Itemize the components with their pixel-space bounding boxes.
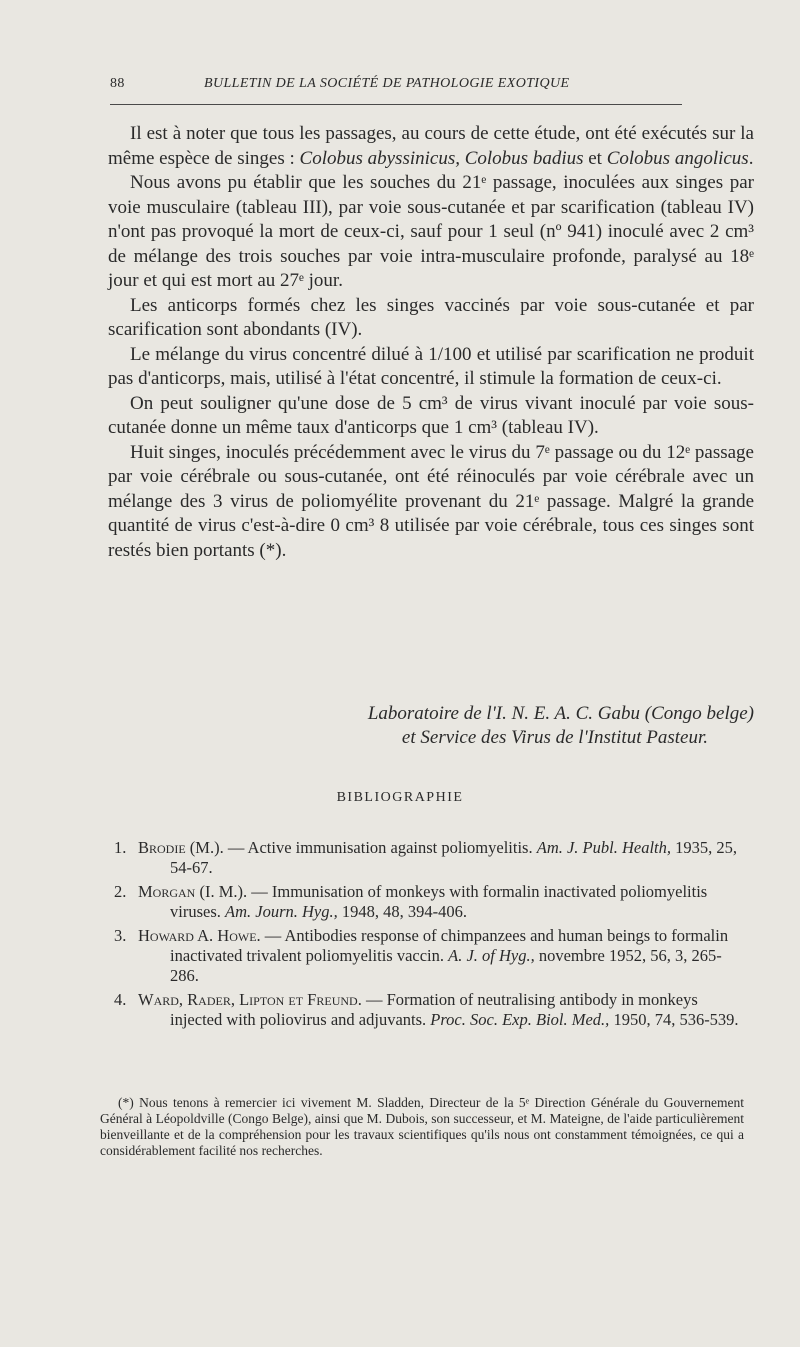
running-title: BULLETIN DE LA SOCIÉTÉ DE PATHOLOGIE EXOTIQUE [204,76,570,91]
paragraph-1: Il est à noter que tous les passages, au cours de cette étude, ont été exécutés sur la même espèce de singes : Colobus abyssinicus, Colobus badius et Colobus angolicus. [108,123,754,169]
signature-block [108,702,754,750]
bibliography-heading: BIBLIOGRAPHIE [336,790,464,805]
footnote-text: (*) Nous tenons à remercier ici vivement M. Sladden, Directeur de la 5ᵉ Direction Générale du Gouvernement Général à Léopoldville (Congo Belge), ainsi que M. Dubois, son successeur, et M. Mateigne, de l'aide particulièrement bienveillante et de la compréhension pour les travaux scientifiques qu'ils nous ont constamment témoignées, ce qui a considérablement facilité nos recherches. [100,1095,744,1158]
reference-item: 1. Brodie (M.). — Active immunisation against poliomyelitis. Am. J. Publ. Health, 1935, 25, 54-67. [114,838,737,877]
paragraph-6: Huit singes, inoculés précédemment avec le virus du 7ᵉ passage ou du 12ᵉ passage par voie cérébrale ou sous-cutanée, ont été réinoculés par voie cérébrale avec un mélange des 3 virus de poliomyélite provenant du 21ᵉ passage. Malgré la grande quantité de virus c'est-à-dire 0 cm³ 8 utilisée par voie cérébrale, tous ces singes sont restés bien portants (*). [108,441,754,561]
footnote [100,1095,744,1159]
reference-item: 3. Howard A. Howe. — Antibodies response of chimpanzees and human beings to formalin inactivated trivalent poliomyelitis vaccin. A. J. of Hyg., novembre 1952, 56, 3, 265-286. [114,926,729,985]
reference-item: 4. Ward, Rader, Lipton et Freund. — Formation of neutralising antibody in monkeys injected with poliovirus and adjuvants. Proc. Soc. Exp. Biol. Med., 1950, 74, 536-539. [114,990,739,1029]
paragraph-2: Nous avons pu établir que les souches du 21ᵉ passage, inoculées aux singes par voie musculaire (tableau III), par voie sous-cutanée et par scarification (tableau IV) n'ont pas provoqué la mort de ceux-ci, sauf pour 1 seul (nº 941) inoculé avec 2 cm³ de mélange des trois souches par voie intra-musculaire profonde, paralysé au 18ᵉ jour et qui est mort au 27ᵉ jour. [108,172,754,291]
page-number: 88 [110,76,125,91]
reference-list [104,838,744,1034]
reference-item: 2. Morgan (I. M.). — Immunisation of monkeys with formalin inactivated poliomyelitis viruses. Am. Journ. Hyg., 1948, 48, 394-406. [114,882,708,921]
paragraph-3: Les anticorps formés chez les singes vaccinés par voie sous-cutanée et par scarification sont abondants (IV). [108,294,754,340]
signature-line-1: Laboratoire de l'I. N. E. A. C. Gabu (Congo belge) [367,703,754,724]
body-text [108,122,754,563]
paragraph-5: On peut souligner qu'une dose de 5 cm³ de virus vivant inoculé par voie sous-cutanée donne un même taux d'anticorps que 1 cm³ (tableau IV). [108,392,754,438]
signature-line-2: et Service des Virus de l'Institut Pasteur. [401,727,708,748]
paragraph-4: Le mélange du virus concentré dilué à 1/100 et utilisé par scarification ne produit pas d'anticorps, mais, utilisé à l'état concentré, il stimule la formation de ceux-ci. [108,343,754,389]
header-rule [110,104,682,105]
